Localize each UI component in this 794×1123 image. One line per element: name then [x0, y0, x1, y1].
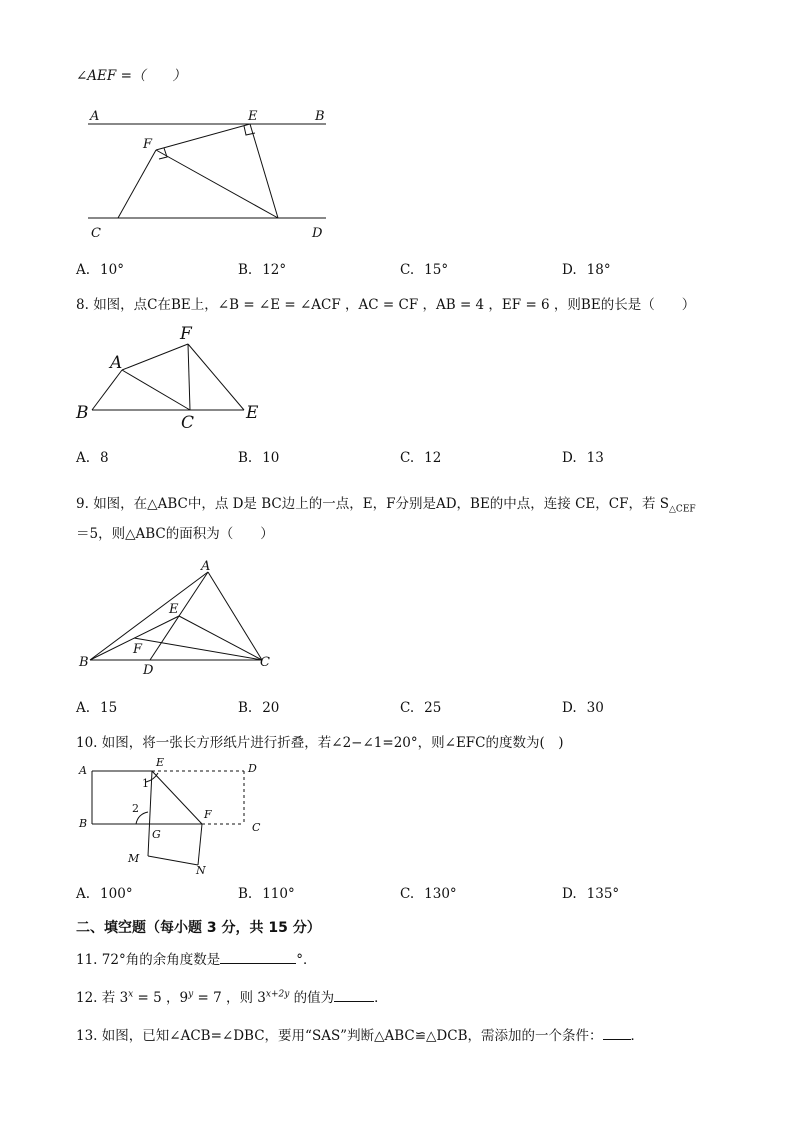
- q8-label-f: F: [180, 324, 192, 344]
- q9-option-c[interactable]: C. 25: [400, 700, 442, 716]
- q8-figure: [76, 322, 276, 432]
- q7-label-e: E: [248, 109, 258, 124]
- q10-option-b[interactable]: B. 110°: [238, 886, 295, 902]
- q7-label-f: F: [143, 137, 153, 152]
- q10-label-e: E: [156, 756, 165, 769]
- q10-label-angle1: 1: [142, 777, 149, 790]
- q10-option-c[interactable]: C. 130°: [400, 886, 457, 902]
- q10-label-g: G: [152, 828, 161, 841]
- q8-label-c: C: [181, 413, 195, 433]
- q9-label-e: E: [169, 602, 179, 617]
- q9-label-c: C: [260, 655, 270, 670]
- q8-label-e: E: [246, 403, 259, 423]
- q10-figure: [76, 758, 276, 878]
- q10-label-d: D: [248, 762, 257, 775]
- q10-stem: 10. 如图，将一张长方形纸片进行折叠，若∠2−∠1=20°，则∠EFC的度数为( ): [76, 735, 564, 751]
- q7-figure: [80, 100, 360, 240]
- q13-line: 13. 如图，已知∠ACB=∠DBC，要用“SAS”判断△ABC≌△DCB，需添加的一个条件： ．: [76, 1028, 644, 1044]
- q10-option-d[interactable]: D. 135°: [562, 886, 620, 902]
- seg-fd: [156, 150, 278, 218]
- q12-answer-blank[interactable]: [334, 988, 374, 1002]
- q8-option-d[interactable]: D. 13: [562, 450, 604, 466]
- q8-option-a[interactable]: A. 8: [76, 450, 109, 466]
- q7-label-a: A: [90, 109, 100, 124]
- q10-label-m: M: [128, 852, 140, 865]
- q10-option-a[interactable]: A. 100°: [76, 886, 133, 902]
- q13-answer-blank[interactable]: [603, 1026, 631, 1040]
- section-title: 二、填空题（每小题 3 分，共 15 分）: [76, 920, 321, 936]
- q8-stem: 8. 如图，点C在BE上，∠B = ∠E = ∠ACF ，AC = CF ，AB = 4 ，EF = 6 ，则BE的长是（ ）: [76, 297, 696, 313]
- q11-answer-blank[interactable]: [220, 950, 296, 964]
- q10-label-b: B: [79, 817, 88, 830]
- q7-label-c: C: [91, 226, 101, 241]
- q8-label-a: A: [110, 353, 123, 373]
- q9-label-a: A: [201, 559, 211, 574]
- q8-label-b: B: [76, 403, 89, 423]
- q7-stem-tail: ∠AEF =（ ）: [76, 68, 186, 84]
- q9-option-b[interactable]: B. 20: [238, 700, 280, 716]
- q7-label-d: D: [312, 226, 323, 241]
- q8-option-c[interactable]: C. 12: [400, 450, 442, 466]
- q10-label-c: C: [252, 821, 261, 834]
- q7-option-c[interactable]: C. 15°: [400, 262, 449, 278]
- q7-option-a[interactable]: A. 10°: [76, 262, 124, 278]
- q9-option-a[interactable]: A. 15: [76, 700, 118, 716]
- seg-fc: [118, 150, 156, 218]
- q11-line: 11. 72°角的余角度数是 °．: [76, 952, 317, 968]
- q10-label-f: F: [204, 808, 212, 821]
- q9-stem-line2: ＝5，则△ABC的面积为（ ）: [76, 526, 274, 542]
- q10-label-a: A: [79, 764, 87, 777]
- q7-option-d[interactable]: D. 18°: [562, 262, 611, 278]
- q7-option-b[interactable]: B. 12°: [238, 262, 287, 278]
- q9-figure: [76, 556, 296, 676]
- seg-fe: [156, 124, 250, 150]
- q9-label-f: F: [133, 642, 143, 657]
- q9-label-d: D: [143, 663, 154, 678]
- q9-option-d[interactable]: D. 30: [562, 700, 604, 716]
- q8-option-b[interactable]: B. 10: [238, 450, 280, 466]
- q7-label-b: B: [315, 109, 325, 124]
- q10-label-angle2: 2: [132, 802, 139, 815]
- q10-label-n: N: [196, 864, 206, 877]
- right-angle-e: [244, 126, 255, 135]
- q9-stem-line1: 9. 如图，在△ABC中，点 D是 BC边上的一点，E，F分别是AD，BE的中点，连接 CE，CF，若 $S_{\triangle CEF}$: [76, 496, 696, 515]
- q12-line: 12. 若 $3^x = 5$ ，$9^y = 7$ ，则 $3^{x+2y}$ 的值为 ．: [76, 989, 388, 1006]
- q9-label-b: B: [79, 655, 89, 670]
- seg-ed: [250, 124, 278, 218]
